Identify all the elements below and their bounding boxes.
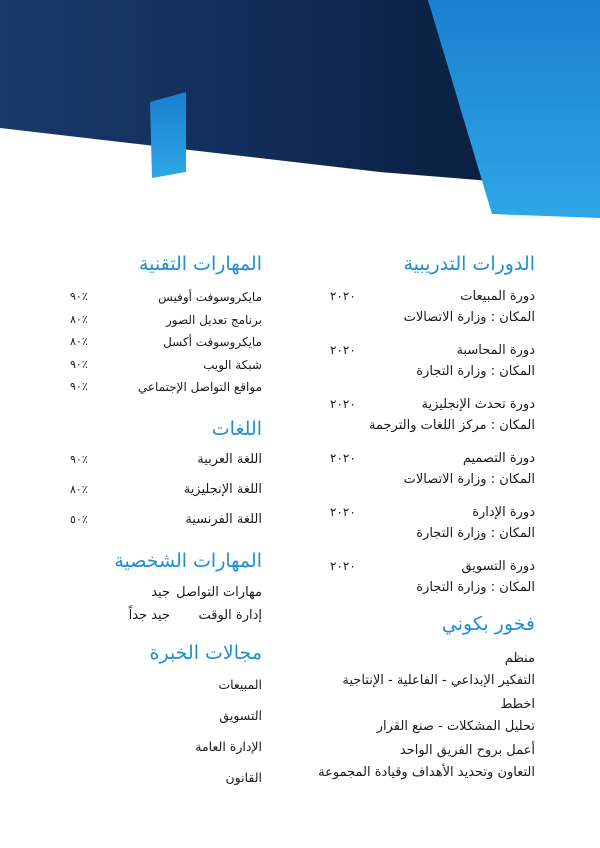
skill-item bbox=[70, 331, 262, 354]
language-item bbox=[70, 475, 262, 505]
courses-list bbox=[300, 286, 535, 598]
course-year: ٢٠٢٠ bbox=[330, 343, 356, 357]
skill-name: مايكروسوفت أكسل bbox=[163, 335, 262, 349]
course-name: دورة المبيعات bbox=[460, 289, 535, 304]
skill-percent: ٪٩٠ bbox=[70, 290, 88, 303]
language-name: اللغة العربية bbox=[197, 451, 262, 467]
personal-skill-level: جيد bbox=[151, 584, 170, 600]
experience-section bbox=[70, 641, 262, 793]
language-item bbox=[70, 505, 262, 535]
skill-item bbox=[70, 309, 262, 332]
skill-name: مواقع التواصل الإجتماعي bbox=[137, 380, 262, 394]
small-blue-shape bbox=[150, 92, 186, 178]
language-percent: ٪٩٠ bbox=[70, 452, 88, 466]
pride-section bbox=[300, 612, 535, 784]
course-place: المكان : وزارة التجارة bbox=[416, 364, 535, 379]
personal-skill-name: مهارات التواصل bbox=[176, 584, 262, 600]
skill-name: مايكروسوفت أوفيس bbox=[158, 290, 262, 304]
skill-percent: ٪٨٠ bbox=[70, 312, 88, 326]
course-place: المكان : وزارة التجارة bbox=[416, 526, 535, 541]
pride-item bbox=[300, 648, 535, 692]
skill-item bbox=[70, 354, 262, 377]
personal-skill-item bbox=[70, 581, 262, 604]
course-item bbox=[300, 448, 535, 490]
skill-percent: ٪٨٠ bbox=[70, 335, 88, 348]
pride-item-title: اخطط bbox=[500, 697, 535, 712]
course-name: دورة التصميم bbox=[462, 451, 535, 466]
personal-skills-section bbox=[70, 549, 262, 627]
course-item bbox=[300, 286, 535, 328]
course-item bbox=[300, 556, 535, 598]
right-column bbox=[300, 252, 535, 798]
left-column bbox=[70, 252, 262, 807]
course-name: دورة المحاسبة bbox=[456, 343, 535, 358]
experience-item: القانون bbox=[225, 769, 262, 785]
personal-skill-level: جيد جداً bbox=[128, 607, 170, 623]
language-name: اللغة الفرنسية bbox=[185, 511, 262, 527]
experience-item: المبيعات bbox=[218, 676, 262, 692]
course-name: دورة الإدارة bbox=[472, 505, 535, 520]
pride-item-desc: تحليل المشكلات - صنع القرار bbox=[376, 719, 535, 734]
languages-section bbox=[70, 417, 262, 535]
pride-item-desc: التعاون وتحديد الأهداف وقيادة المجموعة bbox=[318, 765, 535, 780]
pride-item bbox=[300, 740, 535, 784]
experience-item: التسويق bbox=[219, 707, 262, 723]
course-year: ٢٠٢٠ bbox=[330, 289, 356, 303]
language-name: اللغة الإنجليزية bbox=[183, 481, 262, 497]
course-name: دورة تحدث الإنجليزية bbox=[421, 397, 535, 412]
experience-item: الإدارة العامة bbox=[195, 738, 262, 754]
course-year: ٢٠٢٠ bbox=[330, 559, 356, 573]
language-percent: ٪٨٠ bbox=[70, 482, 88, 496]
course-place: المكان : وزارة التجارة bbox=[416, 580, 535, 595]
pride-item-title: أعمل بروح الفريق الواحد bbox=[399, 743, 535, 758]
personal-skill-item bbox=[70, 604, 262, 627]
language-item bbox=[70, 445, 262, 475]
course-place: المكان : مركز اللغات والترجمة bbox=[369, 418, 535, 433]
pride-title: فخور بكوني bbox=[441, 613, 535, 635]
pride-item-desc: التفكير الإبداعي - الفاعلية - الإنتاجية bbox=[342, 673, 535, 688]
tech-skills-section bbox=[70, 252, 262, 399]
experience-title: مجالات الخبرة bbox=[149, 641, 262, 664]
course-item bbox=[300, 340, 535, 382]
course-item bbox=[300, 394, 535, 436]
tech-skills-title: المهارات التقنية bbox=[138, 253, 262, 275]
languages-title: اللغات bbox=[211, 417, 262, 440]
pride-item bbox=[300, 694, 535, 738]
skill-name: برنامج تعديل الصور bbox=[165, 312, 262, 327]
header-graphic bbox=[0, 0, 600, 230]
skill-percent: ٪٩٠ bbox=[70, 380, 88, 393]
personal-skill-name: إدارة الوقت bbox=[198, 607, 262, 623]
language-percent: ٪٥٠ bbox=[70, 512, 88, 526]
skill-item bbox=[70, 286, 262, 309]
courses-section bbox=[300, 252, 535, 598]
courses-title: الدورات التدريبية bbox=[403, 253, 535, 275]
pride-item-title: منظم bbox=[504, 651, 535, 666]
course-place: المكان : وزارة الاتصالات bbox=[403, 310, 535, 325]
course-year: ٢٠٢٠ bbox=[330, 505, 356, 519]
skill-name: شبكة الويب bbox=[203, 357, 262, 372]
course-place: المكان : وزارة الاتصالات bbox=[403, 472, 535, 487]
skill-item bbox=[70, 376, 262, 399]
personal-skills-title: المهارات الشخصية bbox=[114, 549, 262, 572]
course-year: ٢٠٢٠ bbox=[330, 451, 356, 465]
skill-percent: ٪٩٠ bbox=[70, 357, 88, 371]
course-year: ٢٠٢٠ bbox=[330, 397, 356, 411]
course-item bbox=[300, 502, 535, 544]
course-name: دورة التسويق bbox=[461, 559, 535, 574]
